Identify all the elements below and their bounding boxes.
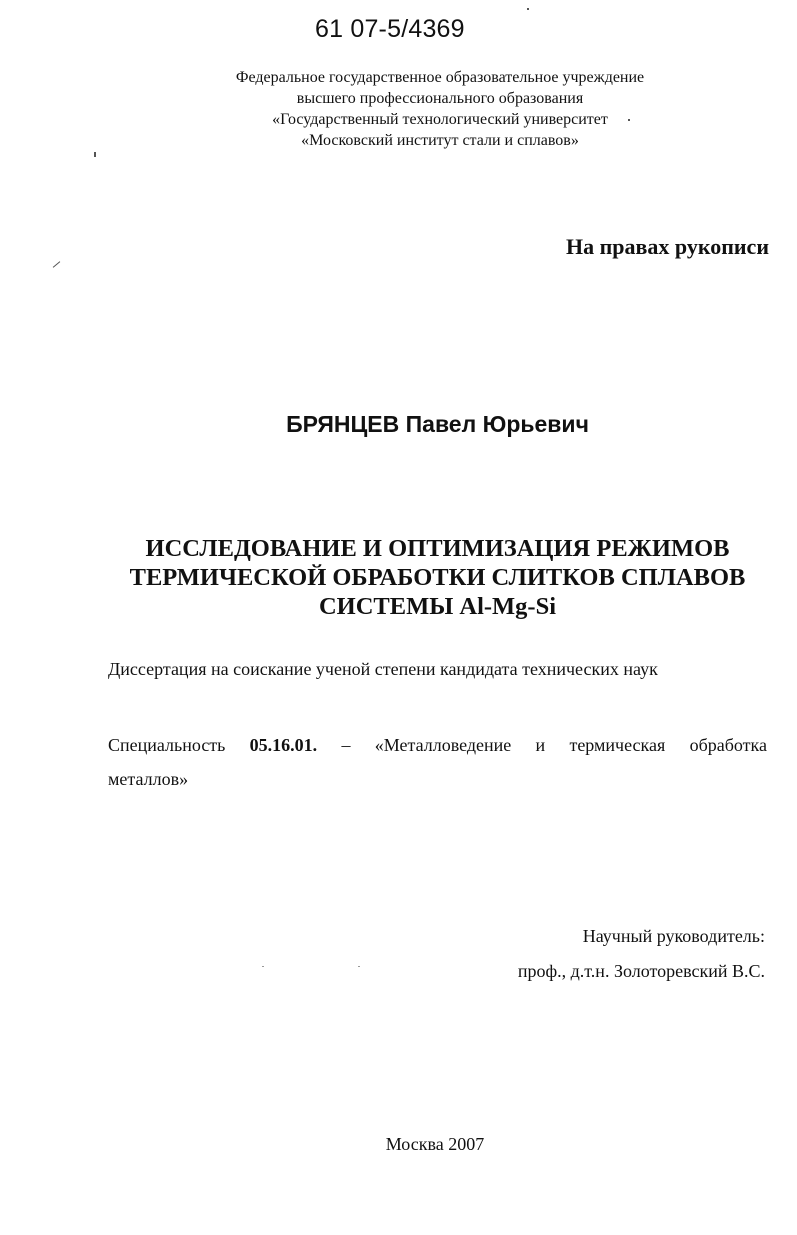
scan-mark bbox=[628, 119, 630, 121]
dissertation-type: Диссертация на соискание ученой степени кандидата технических наук bbox=[108, 659, 658, 679]
supervisor-name: проф., д.т.н. Золоторевский В.С. bbox=[517, 961, 765, 981]
rights-notice: На правах рукописи bbox=[565, 234, 769, 259]
specialty-word: обработка bbox=[689, 735, 767, 755]
catalog-number: 61 07-5/4369 bbox=[315, 15, 465, 43]
author-name: БРЯНЦЕВ Павел Юрьевич bbox=[286, 411, 589, 437]
scan-mark bbox=[527, 8, 529, 10]
institution-line: высшего профессионального образования bbox=[296, 90, 584, 107]
institution-name bbox=[140, 67, 740, 151]
specialty-word: термическая bbox=[569, 735, 666, 755]
supervisor-label: Научный руководитель: bbox=[582, 926, 765, 946]
specialty-word: и bbox=[535, 735, 546, 755]
specialty-line-1 bbox=[108, 728, 767, 762]
scan-mark bbox=[358, 966, 360, 967]
specialty-dash: – bbox=[341, 735, 351, 755]
scan-mark bbox=[53, 261, 61, 268]
specialty-line-2: металлов» bbox=[108, 769, 189, 789]
specialty-word: Специальность bbox=[108, 735, 226, 755]
institution-line: Федеральное государственное образовательное учреждение bbox=[235, 69, 645, 86]
institution-line: «Московский институт стали и сплавов» bbox=[301, 132, 579, 149]
specialty-word: «Металловедение bbox=[374, 735, 512, 755]
scan-mark bbox=[262, 966, 264, 967]
specialty bbox=[108, 728, 767, 796]
title-line: ИССЛЕДОВАНИЕ И ОПТИМИЗАЦИЯ РЕЖИМОВ bbox=[145, 535, 730, 562]
institution-line: «Государственный технологический университет bbox=[272, 111, 608, 128]
dissertation-title bbox=[100, 534, 775, 621]
title-line: ТЕРМИЧЕСКОЙ ОБРАБОТКИ СЛИТКОВ СПЛАВОВ bbox=[129, 564, 746, 591]
scan-mark bbox=[94, 152, 96, 157]
title-line: СИСТЕМЫ Al-Mg-Si bbox=[318, 593, 557, 620]
specialty-code: 05.16.01. bbox=[249, 735, 318, 755]
city-year: Москва 2007 bbox=[385, 1134, 485, 1154]
